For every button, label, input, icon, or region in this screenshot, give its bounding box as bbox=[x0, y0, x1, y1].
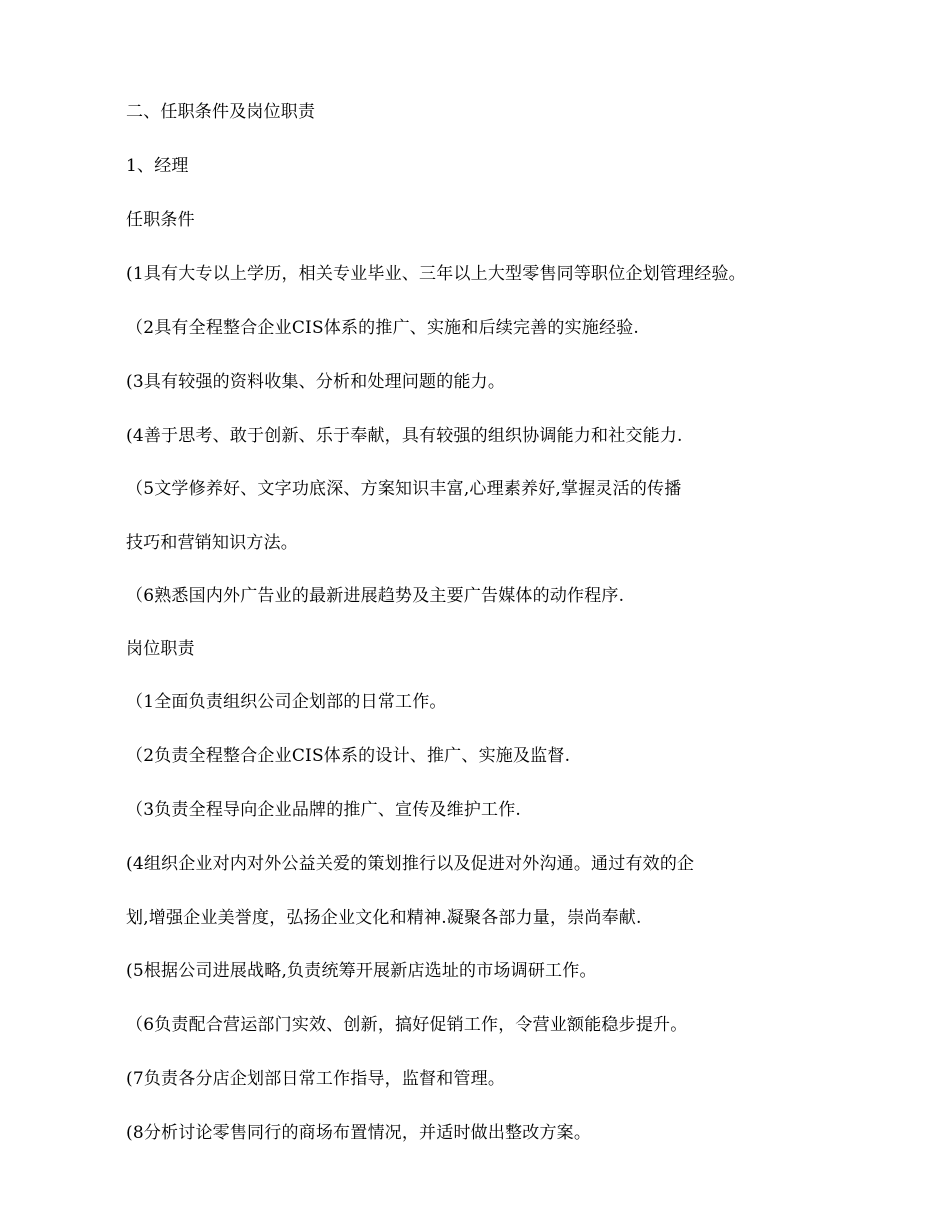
qualifications-heading: 任职条件 bbox=[126, 210, 195, 230]
text-line: （1全面负责组织公司企划部的日常工作。 bbox=[126, 692, 447, 712]
text-line: （6负责配合营运部门实效、创新，搞好促销工作，令营业额能稳步提升。 bbox=[126, 1015, 688, 1035]
text-line: （6熟悉国内外广告业的最新进展趋势及主要广告媒体的动作程序. bbox=[126, 586, 625, 606]
text-line: (4善于思考、敢于创新、乐于奉献，具有较强的组织协调能力和社交能力. bbox=[126, 426, 683, 446]
text-line: (7负责各分店企划部日常工作指导，监督和管理。 bbox=[126, 1069, 506, 1089]
text-line: （3负责全程导向企业品牌的推广、宣传及维护工作. bbox=[126, 800, 522, 820]
text-line: （5文学修养好、文字功底深、方案知识丰富,心理素养好,掌握灵活的传播 bbox=[126, 479, 682, 499]
text-line: 技巧和营销知识方法。 bbox=[126, 533, 298, 553]
text-line: (1具有大专以上学历，相关专业毕业、三年以上大型零售同等职位企划管理经验。 bbox=[126, 264, 746, 284]
text-line: (4组织企业对内对外公益关爱的策划推行以及促进对外沟通。通过有效的企 bbox=[126, 854, 695, 874]
text-line: (8分析讨论零售同行的商场布置情况，并适时做出整改方案。 bbox=[126, 1123, 592, 1143]
text-line: (3具有较强的资料收集、分析和处理问题的能力。 bbox=[126, 372, 506, 392]
section-heading: 二、任职条件及岗位职责 bbox=[126, 102, 316, 122]
subsection-heading: 1、经理 bbox=[126, 156, 189, 176]
text-line: （2具有全程整合企业CIS体系的推广、实施和后续完善的实施经验. bbox=[126, 318, 639, 338]
responsibilities-heading: 岗位职责 bbox=[126, 639, 195, 659]
text-line: 划,增强企业美誉度，弘扬企业文化和精神.凝聚各部力量，崇尚奉献. bbox=[126, 908, 642, 928]
text-line: （2负责全程整合企业CIS体系的设计、推广、实施及监督. bbox=[126, 746, 571, 766]
text-line: (5根据公司进展战略,负责统筹开展新店选址的市场调研工作。 bbox=[126, 961, 597, 981]
